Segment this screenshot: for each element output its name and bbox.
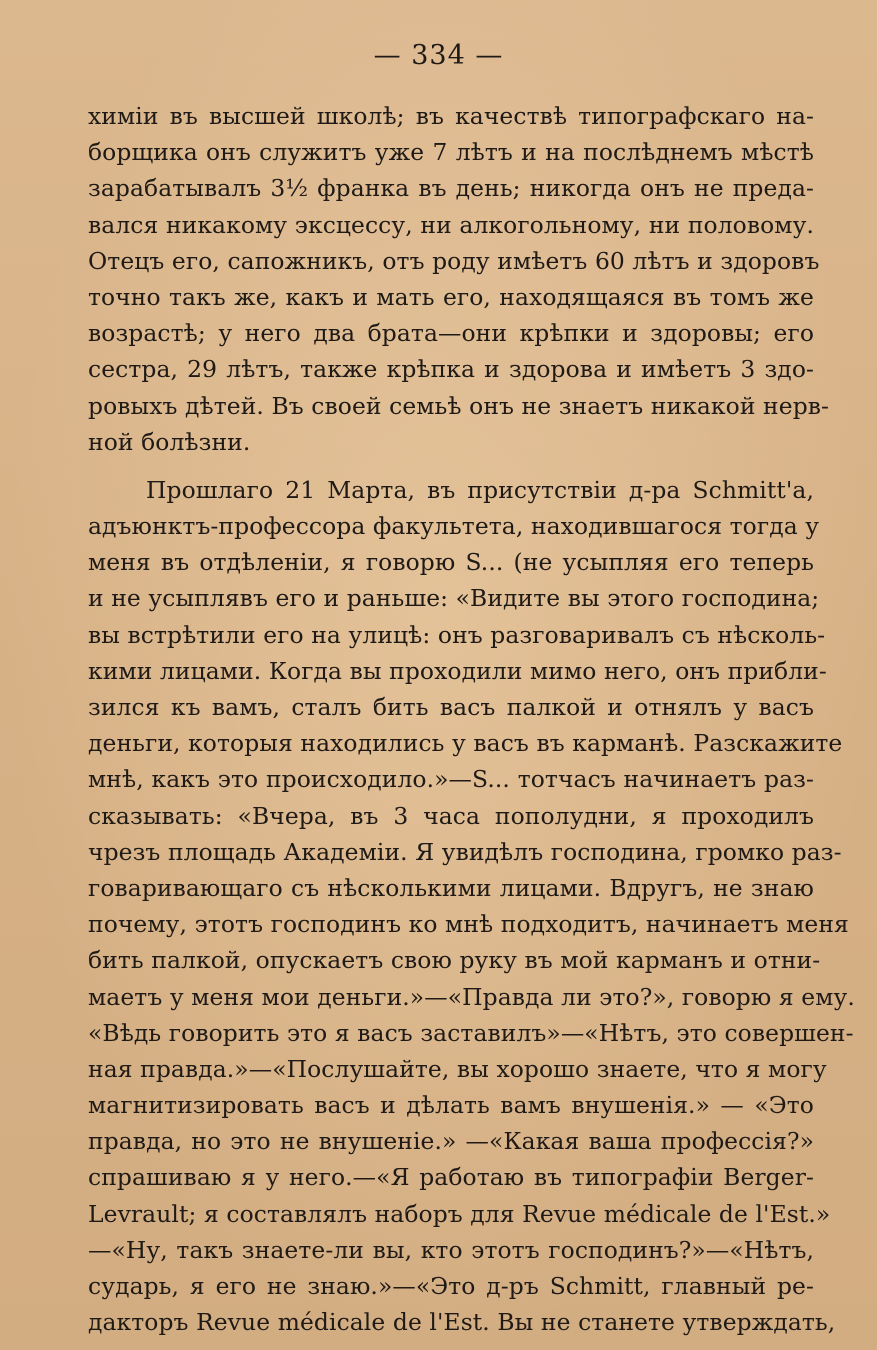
text-line: кими лицами. Когда вы проходили мимо него, онъ прибли-	[88, 656, 827, 685]
text-line: дакторъ Revue médicale de l'Est. Вы не станете утверждать,	[88, 1308, 836, 1337]
text-line: чрезъ площадь Академіи. Я увидѣлъ господина, громко раз-	[88, 837, 842, 866]
text-line: возрастѣ; у него два брата—они крѣпки и здоровы; его	[88, 319, 814, 348]
text-line: ной болѣзни.	[88, 427, 251, 456]
text-line: зился къ вамъ, сталъ бить васъ палкой и отнялъ у васъ	[88, 693, 814, 721]
text-line: вался никакому эксцессу, ни алкогольному, ни половому.	[88, 210, 814, 239]
text-line: адъюнктъ-профессора факультета, находившагося тогда у	[88, 512, 820, 541]
text-line: говаривающаго съ нѣсколькими лицами. Вдругъ, не знаю	[88, 873, 814, 902]
text-line: сударь, я его не знаю.»—«Это д-ръ Schmitt, главный ре-	[88, 1272, 814, 1300]
text-line: спрашиваю я у него.—«Я работаю въ типографіи Berger-	[88, 1163, 814, 1192]
paragraph-gap	[88, 460, 814, 472]
text-line: бить палкой, опускаетъ свою руку въ мой карманъ и отни-	[88, 946, 821, 975]
text-line: почему, этотъ господинъ ко мнѣ подходитъ, начинаетъ меня	[88, 910, 849, 939]
page-text	[88, 98, 855, 1340]
text-line: ровыхъ дѣтей. Въ своей семьѣ онъ не знаетъ никакой нерв-	[88, 391, 830, 420]
text-line: Прошлаго 21 Марта, въ присутствіи д-ра Schmitt'а,	[146, 475, 814, 504]
text-line: магнитизировать васъ и дѣлать вамъ внушенія.» — «Это	[88, 1091, 814, 1120]
text-line: Levrault; я составлялъ наборъ для Revue médicale de l'Est.»	[88, 1199, 831, 1228]
text-line: сестра, 29 лѣтъ, также крѣпка и здорова и имѣетъ 3 здо-	[88, 355, 814, 384]
text-line: правда, но это не внушеніе.» —«Какая ваша профессія?»	[88, 1127, 814, 1156]
text-line: борщика онъ служитъ уже 7 лѣтъ и на послѣднемъ мѣстѣ	[88, 138, 814, 167]
text-line: Отецъ его, сапожникъ, отъ роду имѣетъ 60 лѣтъ и здоровъ	[88, 246, 820, 275]
text-line: ная правда.»—«Послушайте, вы хорошо знаете, что я могу	[88, 1054, 827, 1083]
text-line: деньги, которыя находились у васъ въ карманѣ. Разскажите	[88, 729, 843, 758]
text-line: мнѣ, какъ это происходило.»—S... тотчасъ начинаетъ раз-	[88, 765, 814, 794]
text-line: точно такъ же, какъ и мать его, находящаяся въ томъ же	[88, 282, 814, 311]
text-line: зарабатывалъ 3½ франка въ день; никогда онъ не преда-	[88, 174, 814, 203]
text-line: маетъ у меня мои деньги.»—«Правда ли это?», говорю я ему.	[88, 982, 855, 1011]
text-line: «Вѣдь говорить это я васъ заставилъ»—«Нѣтъ, это совершен-	[88, 1018, 854, 1047]
text-line: —«Ну, такъ знаете-ли вы, кто этотъ господинъ?»—«Нѣтъ,	[88, 1235, 814, 1264]
page-number: — 334 —	[373, 40, 504, 71]
text-line: химіи въ высшей школѣ; въ качествѣ типографскаго на-	[88, 102, 814, 130]
text-line: и не усыплявъ его и раньше: «Видите вы этого господина;	[88, 584, 820, 613]
text-line: сказывать: «Вчера, въ 3 часа пополудни, я проходилъ	[88, 801, 814, 830]
text-line: меня въ отдѣленіи, я говорю S... (не усыпляя его теперь	[88, 548, 814, 577]
text-line: вы встрѣтили его на улицѣ: онъ разговаривалъ съ нѣсколь-	[88, 620, 826, 649]
